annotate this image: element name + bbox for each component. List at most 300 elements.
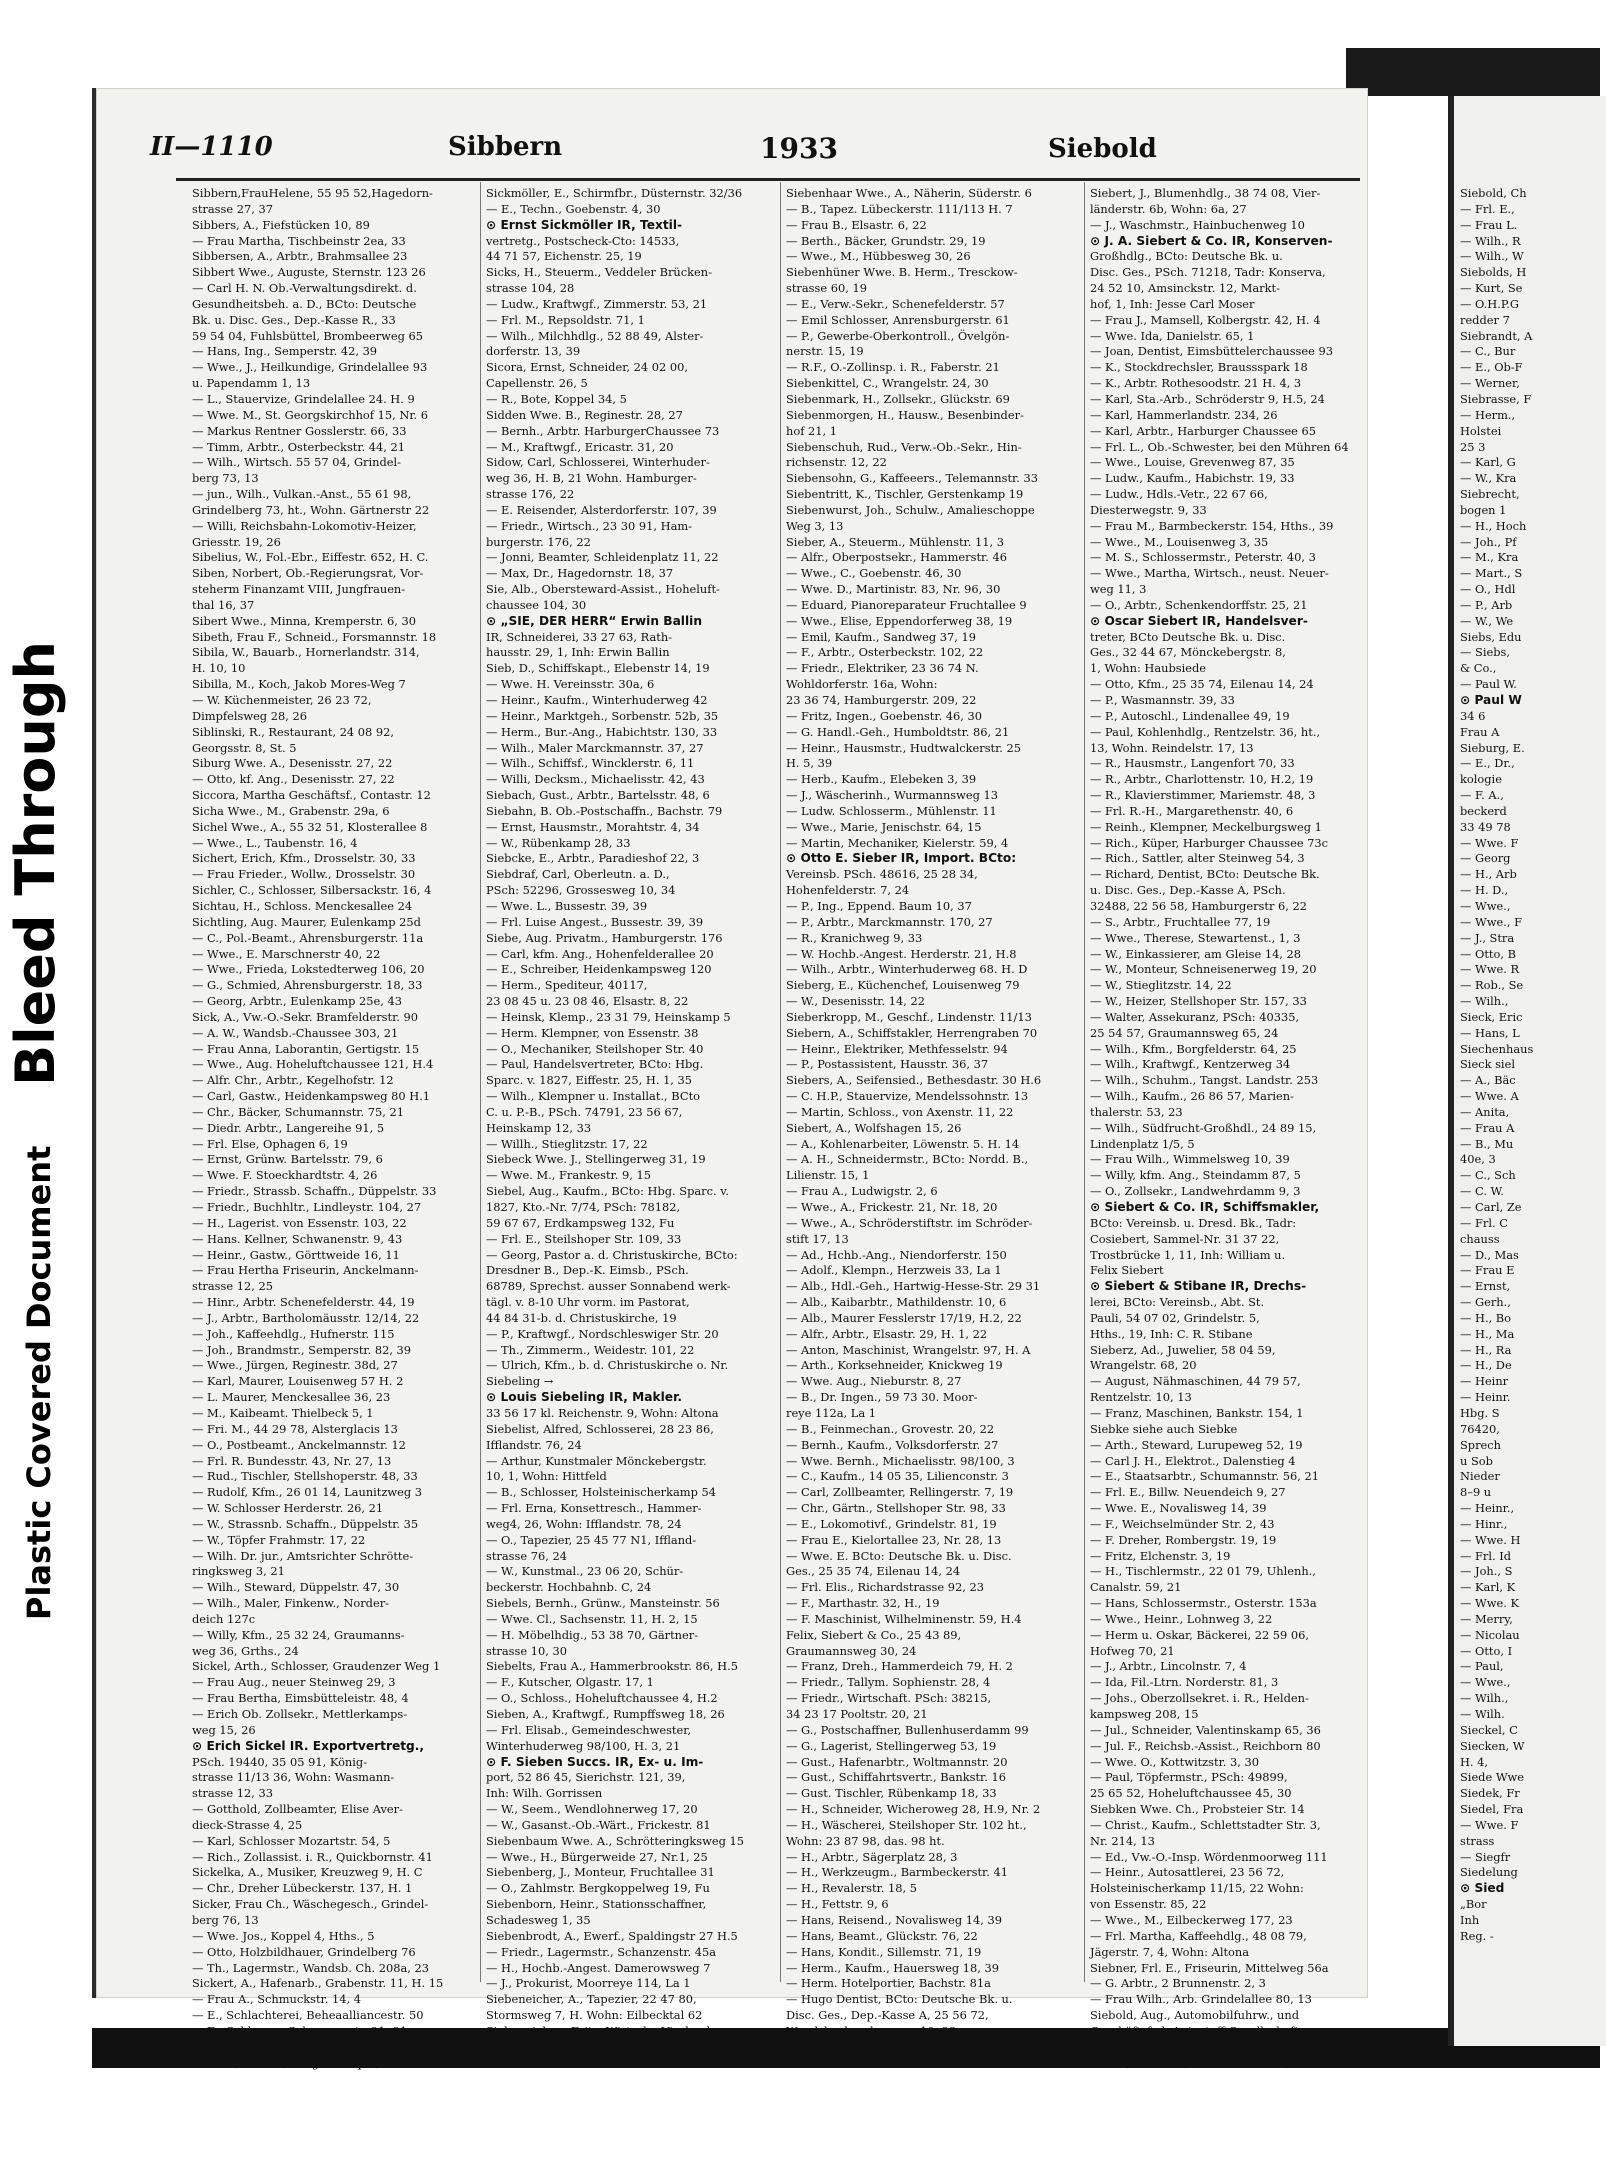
next-page-entry-line: — H., Bo xyxy=(1460,1310,1512,1325)
directory-entry-line: — Wwe. E. BCto: Deutsche Bk. u. Disc. xyxy=(786,1548,1012,1563)
directory-entry-line: Sibilla, M., Koch, Jakob Mores-Weg 7 xyxy=(192,677,406,692)
directory-entry-line: lerei, BCto: Vereinsb., Abt. St. xyxy=(1090,1295,1265,1310)
directory-entry-line: — Friedr., Elektriker, 23 36 74 N. xyxy=(786,661,979,676)
directory-entry-line: — Wwe., Aug. Hoheluftchaussee 121, H.4 xyxy=(192,1057,434,1072)
directory-entry-line: — Alb., Kaibarbtr., Mathildenstr. 10, 6 xyxy=(786,1295,1007,1310)
directory-entry-line: 10, 1, Wohn: Hittfeld xyxy=(486,1469,607,1484)
directory-entry-line: 13, Wohn. Reindelstr. 17, 13 xyxy=(1090,740,1254,755)
directory-entry-line: — Martin, Mechaniker, Kielerstr. 59, 4 xyxy=(786,835,1009,850)
directory-entry-line: — Erich Ob. Zollsekr., Mettlerkamps- xyxy=(192,1707,408,1721)
directory-entry-line: — H., Arbtr., Sägerplatz 28, 3 xyxy=(786,1849,958,1864)
directory-entry-line: Sibeth, Frau F., Schneid., Forsmannstr. 18 xyxy=(192,629,437,644)
directory-entry-line: — H., Lagerist. von Essenstr. 103, 22 xyxy=(192,1215,407,1230)
directory-entry-line: strasse 12, 25 xyxy=(192,1279,273,1294)
directory-entry-line: hof, 1, Inh: Jesse Carl Moser xyxy=(1090,296,1255,311)
directory-entry-line: Siebach, Gust., Arbtr., Bartelsstr. 48, 6 xyxy=(486,788,710,803)
directory-entry-line: — C., Pol.-Beamt., Ahrensburgerstr. 11a xyxy=(192,930,424,945)
directory-entry-line: — Wwe. Ida, Danielstr. 65, 1 xyxy=(1090,328,1255,343)
directory-entry-line: Pauli, 54 07 02, Grindelstr. 5, xyxy=(1090,1310,1260,1325)
next-page-entry-line: — Anita, xyxy=(1460,1104,1510,1119)
directory-entry-line: — Herb., Kaufm., Elebeken 3, 39 xyxy=(786,772,977,787)
directory-entry-line: ⊙ Louis Siebeling IR, Makler. xyxy=(486,1390,682,1405)
directory-entry-line: — Hans, Ing., Semperstr. 42, 39 xyxy=(192,344,378,359)
directory-entry-line: — Bernh., Arbtr. HarburgerChaussee 73 xyxy=(486,423,720,438)
directory-entry-line: — Friedr., Buchhltr., Lindleystr. 104, 27 xyxy=(192,1200,422,1214)
directory-entry-line: — Wilh. Dr. jur., Amtsrichter Schrötte- xyxy=(192,1548,414,1563)
directory-entry-line: Nr. 214, 13 xyxy=(1090,1833,1155,1848)
directory-entry-line: — Carl J. H., Elektrot., Dalenstieg 4 xyxy=(1090,1453,1296,1468)
directory-entry-line: — Ludw., Hdls.-Vetr., 22 67 66, xyxy=(1090,487,1268,502)
directory-entry-line: Siebenborn, Heinr., Stationsschaffner, xyxy=(486,1897,707,1912)
next-page-entry-line: redder 7 xyxy=(1460,312,1510,327)
next-page-entry-line: — H., Ra xyxy=(1460,1342,1512,1357)
directory-entry-line: weg4, 26, Wohn: Ifflandstr. 78, 24 xyxy=(486,1516,682,1531)
directory-entry-line: — Anton, Maschinist, Wrangelstr. 97, H. A xyxy=(786,1342,1031,1357)
directory-entry-line: Sichel Wwe., A., 55 32 51, Klosterallee 8 xyxy=(192,819,428,834)
directory-entry-line: — F., Weichselmünder Str. 2, 43 xyxy=(1090,1516,1275,1531)
directory-entry-line: Sibbers, A., Fiefstücken 10, 89 xyxy=(192,217,370,232)
directory-entry-line: — Wilh., Schiffsf., Wincklerstr. 6, 11 xyxy=(486,756,695,771)
next-page-entry-line: — Ernst, xyxy=(1460,1279,1511,1294)
directory-entry-line: BCto: Vereinsb. u. Dresd. Bk., Tadr: xyxy=(1090,1215,1297,1230)
directory-entry-line: — Wwe. M., Frankestr. 9, 15 xyxy=(486,1168,651,1183)
next-page-entry-line: — E., Dr., xyxy=(1460,756,1515,771)
directory-entry-line: Bk. u. Disc. Ges., Dep.-Kasse R., 33 xyxy=(192,312,396,327)
directory-entry-line: strasse 12, 33 xyxy=(192,1786,273,1801)
next-page-entry-line: — Wwe. F xyxy=(1460,835,1519,850)
directory-entry-line: — A., Kohlenarbeiter, Löwenstr. 5. H. 14 xyxy=(786,1136,1020,1151)
directory-entry-line: — Wilh., Steward, Düppelstr. 47, 30 xyxy=(192,1580,400,1595)
next-page-entry-line: — Wilh. xyxy=(1460,1707,1505,1721)
directory-entry-line: — Georg, Arbtr., Eulenkamp 25e, 43 xyxy=(192,994,403,1009)
directory-entry-line: 44 71 57, Eichenstr. 25, 19 xyxy=(486,249,642,264)
directory-entry-line: — J., Arbtr., Bartholomäusstr. 12/14, 22 xyxy=(192,1310,420,1325)
next-page-entry-line: — D., Mas xyxy=(1460,1247,1519,1262)
directory-entry-line: — Carl, kfm. Ang., Hohenfelderallee 20 xyxy=(486,946,714,961)
directory-entry-line: Siebert, A., Wolfshagen 15, 26 xyxy=(786,1120,962,1135)
directory-entry-line: — F. Maschinist, Wilhelminenstr. 59, H.4 xyxy=(786,1611,1022,1626)
directory-entry-line: — Paul, Handelsvertreter, BCto: Hbg. xyxy=(486,1057,704,1072)
next-page-entry-line: — Wwe. A xyxy=(1460,1089,1519,1104)
directory-entry-line: Winterhuderweg 98/100, H. 3, 21 xyxy=(486,1738,681,1753)
directory-entry-line: 44 84 31-b. d. Christuskirche, 19 xyxy=(486,1310,677,1325)
directory-entry-line: — L. Maurer, Menckesallee 36, 23 xyxy=(192,1390,391,1405)
next-page-entry-line: ⊙ Sied xyxy=(1460,1881,1505,1896)
next-page-entry-line: kologie xyxy=(1460,772,1502,787)
directory-entry-line: — Wwe. F. Stoeckhardtstr. 4, 26 xyxy=(192,1168,378,1183)
directory-entry-line: — Fritz, Friseur, Langenkamp 1, 39 xyxy=(192,2055,398,2070)
directory-entry-line: — Johs., Oberzollsekret. i. R., Helden- xyxy=(1090,1691,1309,1706)
directory-entry-line: 59 54 04, Fuhlsbüttel, Brombeerweg 65 xyxy=(192,328,424,343)
directory-entry-line: — W., Stieglitzstr. 14, 22 xyxy=(1090,978,1232,993)
directory-entry-line: — Frl. Martha, Kaffeehdlg., 48 08 79, xyxy=(1090,1928,1307,1943)
directory-entry-line: — Wilh., Südfrucht-Großhdl., 24 89 15, xyxy=(1090,1120,1317,1135)
directory-entry-line: Siebenbaum Wwe. A., Schrötteringksweg 15 xyxy=(486,1833,745,1848)
directory-entry-line: strasse 10, 30 xyxy=(486,1643,567,1658)
directory-entry-line: Graumannsweg 30, 24 xyxy=(786,1643,917,1658)
next-page-entry-line: — Kurt, Se xyxy=(1460,281,1523,296)
directory-entry-line: — Wwe., J., Heilkundige, Grindelallee 93 xyxy=(192,360,428,375)
directory-entry-line: — S., Arbtr., Fruchtallee 77, 19 xyxy=(1090,914,1271,929)
directory-entry-line: Sickel, Arth., Schlosser, Graudenzer Weg 1 xyxy=(192,1659,441,1674)
directory-entry-line: Siebenkittel, C., Wrangelstr. 24, 30 xyxy=(786,376,989,391)
directory-entry-line: Canalstr. 59, 21 xyxy=(1090,1580,1182,1595)
next-page-entry-line: Siedelung xyxy=(1460,1865,1518,1880)
directory-entry-line: — Wwe., A., Frickestr. 21, Nr. 18, 20 xyxy=(786,1200,998,1214)
directory-entry-line: — Georg, Pastor a. d. Christuskirche, BCto: xyxy=(486,1247,738,1262)
directory-entry-line: — P., Wasmannstr. 39, 33 xyxy=(1090,693,1235,707)
next-page-entry-line: — Wwe. F xyxy=(1460,1817,1519,1832)
next-page-entry-line: — F. A., xyxy=(1460,788,1504,803)
directory-entry-line: Siebeneichen, Fritz, Wirtsch., Vierlander- xyxy=(486,2023,727,2038)
directory-entry-line: Diesterwegstr. 9, 33 xyxy=(1090,502,1207,517)
directory-entry-line: — W., Gasanst.-Ob.-Wärt., Frickestr. 81 xyxy=(486,1817,711,1832)
next-page-entry-line: Frau A xyxy=(1460,724,1500,739)
directory-entry-line: Vereinsb. PSch. 48616, 25 28 34, xyxy=(786,867,978,882)
directory-entry-line: — Ernst, Hausmstr., Morahtstr. 4, 34 xyxy=(486,819,700,834)
directory-entry-line: — Berth., Bäcker, Grundstr. 29, 19 xyxy=(786,233,986,248)
directory-entry-line: — W., Rübenkamp 28, 33 xyxy=(486,835,631,850)
directory-entry-line: — Frau Aug., neuer Steinweg 29, 3 xyxy=(192,1675,396,1690)
directory-entry-line: — H. Möbelhdig., 53 38 70, Gärtner- xyxy=(486,1627,699,1642)
directory-entry-line: — Karl, Hammerlandstr. 234, 26 xyxy=(1090,407,1278,422)
next-page-entry-line: — Frl. E., xyxy=(1460,201,1515,216)
directory-entry-line: PSch: 52296, Grossesweg 10, 34 xyxy=(486,883,676,898)
directory-entry-line: IR, Schneiderei, 33 27 63, Rath- xyxy=(486,629,673,644)
next-page-entry-line: — Wwe. H xyxy=(1460,1532,1521,1547)
directory-entry-line: — Wwe. Cl., Sachsenstr. 11, H. 2, 15 xyxy=(486,1611,698,1626)
directory-entry-line: vertretg., Postscheck-Cto: 14533, xyxy=(486,233,680,248)
directory-entry-line: Sieb, D., Schiffskapt., Elebenstr 14, 19 xyxy=(486,661,710,676)
directory-entry-line: — L., Stauervize, Grindelallee 24. H. 9 xyxy=(192,391,415,406)
directory-entry-line: Sichtling, Aug. Maurer, Eulenkamp 25d xyxy=(192,914,421,929)
directory-entry-line: — J., Prokurist, Moorreye 114, La 1 xyxy=(486,1976,691,1991)
directory-entry-line: — Frau A., Schmuckstr. 14, 4 xyxy=(192,1992,361,2007)
directory-entry-line: — Emil Schlosser, Anrensburgerstr. 61 xyxy=(786,312,1010,327)
directory-entry-line: — Frl. E., Steilshoper Str. 109, 33 xyxy=(486,1231,682,1246)
directory-entry-line: — P., Ing., Eppend. Baum 10, 37 xyxy=(786,898,972,913)
directory-entry-line: Georgsstr. 8, St. 5 xyxy=(192,740,297,755)
directory-entry-line: — W., Desenisstr. 14, 22 xyxy=(786,994,925,1009)
next-page-entry-line: — Wwe., F xyxy=(1460,914,1522,929)
directory-entry-line: — R., Bote, Koppel 34, 5 xyxy=(486,391,627,406)
directory-entry-line: — Karl, Arbtr., Harburger Chaussee 65 xyxy=(1090,423,1317,438)
next-page-entry-line: — Wilh., W xyxy=(1460,249,1524,264)
directory-entry-line: Siebelist, Alfred, Schlosserei, 28 23 86, xyxy=(486,1421,714,1436)
directory-entry-line: strasse 104, 28 xyxy=(486,281,575,296)
directory-entry-line: 23 08 45 u. 23 08 46, Elsastr. 8, 22 xyxy=(486,994,689,1009)
next-page-entry-line: — C. W. xyxy=(1460,1184,1504,1199)
directory-entry-line: 32488, 22 56 58, Hamburgerstr 6, 22 xyxy=(1090,898,1307,913)
next-page-entry-line: 33 49 78 xyxy=(1460,819,1511,834)
directory-entry-line: 1, Wohn: Haubsiede xyxy=(1090,661,1207,676)
directory-entry-line: Siebcke, E., Arbtr., Paradieshof 22, 3 xyxy=(486,851,700,866)
directory-entry-line: — Frau M., Barmbeckerstr. 154, Hths., 39 xyxy=(1090,518,1334,533)
next-page-entry-line: — Mart., S xyxy=(1460,566,1523,581)
directory-entry-line: — Joan, Dentist, Eimsbüttelerchaussee 93 xyxy=(1090,344,1333,359)
next-page-entry-line: — Karl, K xyxy=(1460,1580,1516,1595)
directory-entry-line: — O., Mechaniker, Steilshoper Str. 40 xyxy=(486,1041,704,1056)
directory-entry-line: Gesundheitsbeh. a. D., BCto: Deutsche xyxy=(192,296,417,311)
directory-entry-line: — Wwe. H. Vereinsstr. 30a, 6 xyxy=(486,677,655,692)
directory-entry-line: — Paul, Kohlenhdlg., Rentzelstr. 36, ht., xyxy=(1090,724,1321,739)
page-number: II—1110 xyxy=(150,132,273,162)
directory-entry-line: — Frau Wilh., Arb. Grindelallee 80, 13 xyxy=(1090,1992,1312,2007)
directory-entry-line: — B., Schlosser, Holsteinischerkamp 54 xyxy=(486,1485,716,1500)
directory-entry-line: — Th., Lagermstr., Wandsb. Ch. 208a, 23 xyxy=(192,1960,429,1975)
next-page-entry-line: Siebolds, H xyxy=(1460,265,1527,280)
directory-entry-line: — P., Kraftwgf., Nordschleswiger Str. 20 xyxy=(486,1326,719,1341)
directory-entry-line: Sickert, A., Hafenarb., Grabenstr. 11, H. 15 xyxy=(192,1976,444,1991)
directory-entry-line: richsenstr. 12, 22 xyxy=(786,455,887,470)
directory-column-4 xyxy=(1090,186,1374,2070)
next-page-entry-line: — P., Arb xyxy=(1460,597,1513,612)
directory-entry-line: — Hans, Schlossermstr., Osterstr. 153a xyxy=(1090,1596,1317,1611)
directory-column-3 xyxy=(786,186,1070,2038)
directory-entry-line: — Frau Anna, Laborantin, Gertigstr. 15 xyxy=(192,1041,420,1056)
directory-entry-line: — Wwe., Elise, Eppendorferweg 38, 19 xyxy=(786,613,1013,628)
directory-entry-line: — B., Tapez. Lübeckerstr. 111/113 H. 7 xyxy=(786,201,1013,216)
directory-entry-line: Cosiebert, Sammel-Nr. 31 37 22, xyxy=(1090,1231,1280,1246)
directory-entry-line: weg 15, 26 xyxy=(192,1722,256,1737)
directory-entry-line: Sibila, W., Bauarb., Hornerlandstr. 314, xyxy=(192,645,420,660)
directory-entry-line: — Heinr., Hausmstr., Hudtwalckerstr. 25 xyxy=(786,740,1022,755)
directory-entry-line: — E., Verw.-Sekr., Schenefelderstr. 57 xyxy=(786,296,1005,311)
directory-entry-line: — W., Strassnb. Schaffn., Düppelstr. 35 xyxy=(192,1516,419,1531)
next-page-entry-line: Siecken, W xyxy=(1460,1738,1525,1753)
scan-dark-tab xyxy=(1346,48,1600,96)
next-page-entry-line: Sprech xyxy=(1460,1437,1501,1452)
directory-entry-line: — Hinr., Arbtr. Schenefelderstr. 44, 19 xyxy=(192,1295,415,1310)
directory-entry-line: — Fri. M., 44 29 78, Alsterglacis 13 xyxy=(192,1421,398,1436)
directory-entry-line: Siebeneicher, A., Tapezier, 22 47 80, xyxy=(486,1992,697,2007)
directory-entry-line: u. Papendamm 1, 13 xyxy=(192,376,311,391)
directory-entry-line: — Herm. Klempner, von Essenstr. 38 xyxy=(486,1025,699,1040)
directory-entry-line: — Wilh., Wirtsch. 55 57 04, Grindel- xyxy=(192,455,401,470)
directory-entry-line: stift 17, 13 xyxy=(786,1231,849,1246)
next-page-entry-line: — Frau L. xyxy=(1460,217,1518,232)
directory-entry-line: Siebner, Frl. E., Friseurin, Mittelweg 56a xyxy=(1090,1960,1329,1975)
directory-entry-line: — Heinr., Autosattlerei, 23 56 72, xyxy=(1090,1865,1285,1880)
directory-entry-line: 25 54 57, Graumannsweg 65, 24 xyxy=(1090,1025,1279,1040)
directory-entry-line: — Willi, Decksm., Michaelisstr. 42, 43 xyxy=(486,772,705,787)
directory-entry-line: Wohldorferstr. 16a, Wohn: xyxy=(786,677,938,692)
directory-entry-line: — Bernh., Kaufm., Volksdorferstr. 27 xyxy=(786,1437,999,1452)
next-page-entry-line: 40e, 3 xyxy=(1460,1152,1496,1167)
directory-entry-line: Ifflandstr. 76, 24 xyxy=(486,1437,582,1452)
directory-entry-line: strasse 176, 22 xyxy=(486,487,575,502)
directory-entry-line: — Timm, Arbtr., Osterbeckstr. 44, 21 xyxy=(192,439,406,454)
next-page-entry-line: — Karl, G xyxy=(1460,455,1516,470)
directory-entry-line: dorferstr. 13, 39 xyxy=(486,344,581,359)
directory-entry-line: — Joh., Brandmstr., Semperstr. 82, 39 xyxy=(192,1342,412,1357)
column-divider xyxy=(1084,182,1085,1982)
directory-entry-line: — Hans, Kondit., Sillemstr. 71, 19 xyxy=(786,1944,982,1959)
directory-entry-line: — K., Arbtr. Rothesoodstr. 21 H. 4, 3 xyxy=(1090,376,1302,391)
directory-entry-line: — O., Schloss., Hoheluftchaussee 4, H.2 xyxy=(486,1691,718,1706)
directory-entry-line: strasse 239, 27 xyxy=(486,2039,575,2054)
directory-entry-line: — Wwe., E. Marschnerstr 40, 22 xyxy=(192,946,381,961)
directory-entry-line: — R., Hausmstr., Langenfort 70, 33 xyxy=(1090,756,1295,771)
directory-entry-line: — jun., Wilh., Vulkan.-Anst., 55 61 98, xyxy=(192,487,412,502)
next-page-entry-line: u Sob xyxy=(1460,1453,1493,1468)
directory-entry-line: Ges., 32 44 67, Mönckebergstr. 8, xyxy=(1090,645,1286,660)
directory-entry-line: weg 36, Grths., 24 xyxy=(192,1643,299,1658)
directory-entry-line: thalerstr. 53, 23 xyxy=(1090,1104,1183,1119)
next-page-entry-line: Sieburg, E. xyxy=(1460,740,1525,755)
directory-entry-line: 24 52 10, Amsinckstr. 12, Markt- xyxy=(1090,281,1280,296)
directory-entry-line: Sickelka, A., Musiker, Kreuzweg 9, H. C xyxy=(192,1865,423,1880)
directory-entry-line: Sicha Wwe., M., Grabenstr. 29a, 6 xyxy=(192,803,390,818)
directory-entry-line: PSch. 19440, 35 05 91, König- xyxy=(192,1754,368,1769)
directory-entry-line: ⊙ F. Sieben Succs. IR, Ex- u. Im- xyxy=(486,1754,704,1769)
directory-entry-line: — Fritz, Ingen., Goebenstr. 46, 30 xyxy=(786,708,983,723)
directory-entry-line: Siebeling → xyxy=(486,1374,554,1389)
directory-entry-line: — Wwe., M., Eilbeckerweg 177, 23 xyxy=(1090,1912,1293,1927)
directory-entry-line: Sieberkropp, M., Geschf., Lindenstr. 11/13 xyxy=(786,1009,1032,1024)
directory-entry-line: Sicks, H., Steuerm., Veddeler Brücken- xyxy=(486,265,712,280)
column-divider xyxy=(780,182,781,1982)
directory-entry-line: Weg 3, 13 xyxy=(786,518,844,533)
directory-entry-line: von Essenstr. 85, 22 xyxy=(1090,1897,1207,1912)
directory-entry-line: — Wwe., A., Schröderstiftstr. im Schröder- xyxy=(786,1215,1033,1230)
directory-entry-line: — Wilh., Kraftwgf., Kentzerweg 34 xyxy=(1090,1057,1291,1072)
next-page-entry-line: — Rob., Se xyxy=(1460,978,1524,993)
directory-entry-line: — G., Postschaffner, Bullenhuserdamm 99 xyxy=(786,1722,1029,1737)
directory-entry-line: Siebdraf, Carl, Oberleutn. a. D., xyxy=(486,867,670,882)
directory-entry-line: — P., Gewerbe-Oberkontroll., Övelgön- xyxy=(786,328,1010,343)
directory-entry-line: — Wwe., M., Hübbesweg 30, 26 xyxy=(786,249,971,264)
directory-entry-line: — Wwe., L., Taubenstr. 16, 4 xyxy=(192,835,358,850)
directory-entry-line: Sicker, Frau Ch., Wäschegesch., Grindel- xyxy=(192,1897,429,1912)
next-page-entry-line: Nieder xyxy=(1460,1469,1500,1484)
directory-entry-line: — E., Lokomotivf., Grindelstr. 81, 19 xyxy=(786,1516,997,1531)
directory-entry-line: Siburg Wwe. A., Desenisstr. 27, 22 xyxy=(192,756,393,771)
directory-entry-line: Sibelius, W., Fol.-Ebr., Eiffestr. 652, H. C. xyxy=(192,550,429,565)
directory-entry-line: — Arthur, Kunstmaler Mönckebergstr. xyxy=(486,1453,707,1468)
next-page-entry-line: 76420, xyxy=(1460,1421,1500,1436)
next-page-entry-line: — W., Kra xyxy=(1460,471,1517,486)
directory-entry-line: — J., Wäscherinh., Wurmannsweg 13 xyxy=(786,788,999,803)
directory-entry-line: berg 76, 13 xyxy=(192,1912,259,1927)
directory-entry-line: Siebenberg, J., Monteur, Fruchtallee 31 xyxy=(486,1865,715,1880)
directory-entry-line: Siebold, Aug., Automobilfuhrw., und xyxy=(1090,2008,1300,2023)
directory-entry-line: — J., Arbtr., Lincolnstr. 7, 4 xyxy=(1090,1659,1247,1674)
directory-entry-line: weg 11, 3 xyxy=(1090,582,1147,597)
next-page-entry-line: — Frl. C xyxy=(1460,1215,1508,1230)
directory-entry-line: — Carl, Zollbeamter, Rellingerstr. 7, 19 xyxy=(786,1485,1014,1500)
directory-entry-line: — G. Handl.-Geh., Humboldtstr. 86, 21 xyxy=(786,724,1010,739)
next-page-entry-line: — H., Arb xyxy=(1460,867,1517,882)
next-page-entry-line: Siebrecht, xyxy=(1460,487,1520,502)
directory-entry-line: — F., Arbtr., Osterbeckstr. 102, 22 xyxy=(786,645,984,660)
plastic-covered-label: Plastic Covered Document xyxy=(20,1145,58,1620)
next-page-entry-line: — H. D., xyxy=(1460,883,1509,898)
directory-entry-line: — Martin, Schloss., von Axenstr. 11, 22 xyxy=(786,1104,1014,1119)
directory-entry-line: — Gust., Schiffahrtsvertr., Bankstr. 16 xyxy=(786,1770,1006,1785)
next-page-entry-line: — Wilh., xyxy=(1460,994,1509,1009)
directory-entry-line: — Eduard, Pianoreparateur Fruchtallee 9 xyxy=(786,597,1027,612)
directory-entry-line: — O., Tapezier, 25 45 77 N1, Iffland- xyxy=(486,1532,697,1547)
directory-entry-line: — Friedr., Lagermstr., Schanzenstr. 45a xyxy=(486,1944,717,1959)
directory-entry-line: — Wilh., Arbtr., Winterhuderweg 68. H. D xyxy=(786,962,1028,977)
directory-entry-line: — O., Zollsekr., Landwehrdamm 9, 3 xyxy=(1090,1184,1301,1199)
next-page-entry-line: Hbg. S xyxy=(1460,1405,1500,1420)
next-page-entry-line: Siebold, Ch xyxy=(1460,186,1527,200)
next-page-entry-line: — C., Sch xyxy=(1460,1168,1516,1183)
next-page-entry-line: bogen 1 xyxy=(1460,502,1507,517)
directory-entry-line: thal 16, 37 xyxy=(192,597,255,612)
directory-entry-line: — Frl. L., Ob.-Schwester, bei den Mühren 64 xyxy=(1090,439,1349,454)
directory-entry-line: Sidden Wwe. B., Reginestr. 28, 27 xyxy=(486,407,683,422)
next-page-entry-line: 25 3 xyxy=(1460,439,1486,454)
directory-entry-line: — Frau Hertha Friseurin, Anckelmann- xyxy=(192,1263,419,1278)
directory-entry-line: — F. Dreher, Rombergstr. 19, 19 xyxy=(1090,1532,1277,1547)
directory-entry-line: — Chr., Dreher Lübeckerstr. 137, H. 1 xyxy=(192,1881,413,1896)
directory-entry-line: Siebels, Bernh., Grünw., Mansteinstr. 56 xyxy=(486,1596,720,1611)
directory-entry-line: — C. H.P., Stauervize, Mendelssohnstr. 13 xyxy=(786,1089,1029,1104)
directory-entry-line: — Wilh., Maler Marckmannstr. 37, 27 xyxy=(486,740,704,755)
page-header xyxy=(150,128,1350,178)
directory-entry-line: 25 65 52, Hoheluftchaussee 45, 30 xyxy=(1090,1786,1292,1801)
directory-entry-line: — O., Postbeamt., Anckelmannstr. 12 xyxy=(192,1437,406,1452)
next-page-entry-line: Siechenhaus xyxy=(1460,1041,1534,1056)
directory-entry-line: — Arth., Steward, Lurupeweg 52, 19 xyxy=(1090,1437,1303,1452)
directory-entry-line: — Heinr., Marktgeh., Sorbenstr. 52b, 35 xyxy=(486,708,719,723)
directory-entry-line: strasse 60, 19 xyxy=(786,281,867,296)
directory-entry-line: Heinskamp 12, 33 xyxy=(486,1120,592,1135)
directory-entry-line: — H., Revalerstr. 18, 5 xyxy=(786,1881,918,1896)
directory-entry-line: Siebert, J., Blumenhdlg., 38 74 08, Vier- xyxy=(1090,186,1321,200)
directory-entry-line: — Frl. M., Repsoldstr. 71, 1 xyxy=(486,312,645,327)
directory-entry-line: — Adolf., Klempn., Herzweis 33, La 1 xyxy=(786,1263,1002,1278)
next-page-entry-line: — Hinr., xyxy=(1460,1516,1508,1531)
directory-entry-line: — Heinsk, Klemp., 23 31 79, Heinskamp 5 xyxy=(486,1009,731,1024)
directory-entry-line: — Herm. Hotelportier, Bachstr. 81a xyxy=(786,1976,991,1991)
directory-entry-line: — Wwe., H., Bürgerweide 27, Nr.1, 25 xyxy=(486,1849,708,1864)
next-page-entry-line: 34 6 xyxy=(1460,708,1486,723)
directory-entry-line: — Wwe., M., Louisenweg 3, 35 xyxy=(1090,534,1269,549)
next-page-entry-line: — Werner, xyxy=(1460,376,1520,391)
directory-entry-line: chaussee 104, 30 xyxy=(486,597,587,612)
directory-entry-line: — Frau J., Mamsell, Kolbergstr. 42, H. 4 xyxy=(1090,312,1321,327)
directory-entry-line: — Herm., Kaufm., Hauersweg 18, 39 xyxy=(786,1960,1000,1975)
next-page-entry-line: — H., De xyxy=(1460,1358,1512,1373)
next-page-entry-line: — H., Ma xyxy=(1460,1326,1515,1341)
directory-entry-line: — H., Tischlermstr., 22 01 79, Uhlenh., xyxy=(1090,1564,1316,1579)
directory-entry-line: — M. S., Schlossermstr., Peterstr. 40, 3 xyxy=(1090,550,1316,565)
directory-entry-line: — Ulrich, Kfm., b. d. Christuskirche o. Nr. xyxy=(486,1358,729,1373)
directory-entry-line: Siebe, Aug. Privatm., Hamburgerstr. 176 xyxy=(486,930,723,945)
directory-entry-line: länderstr. 6b, Wohn: 6a, 27 xyxy=(1090,201,1247,216)
directory-entry-line: strasse 27, 37 xyxy=(192,201,273,216)
directory-entry-line: — Otto, Kfm., 25 35 74, Eilenau 14, 24 xyxy=(1090,677,1314,692)
directory-entry-line: — Gust., Hafenarbtr., Woltmannstr. 20 xyxy=(786,1754,1008,1769)
next-page-entry-line: — Frl. Id xyxy=(1460,1548,1512,1563)
directory-entry-line: Wohn: 23 87 98, das. 98 ht. xyxy=(786,1833,945,1848)
directory-entry-line: — Ed., Vw.-O.-Insp. Wördenmoorweg 111 xyxy=(1090,1849,1328,1864)
directory-entry-line: — Richard, Dentist, BCto: Deutsche Bk. xyxy=(1090,867,1320,882)
next-page-entry-line: Sieck siel xyxy=(1460,1057,1515,1072)
directory-entry-line: ⊙ Oscar Siebert IR, Handelsver- xyxy=(1090,613,1308,628)
directory-entry-line: — Gotthold, Zollbeamter, Elise Aver- xyxy=(192,1802,403,1817)
directory-entry-line: — Chr., Gärtn., Stellshoper Str. 98, 33 xyxy=(786,1501,1006,1516)
next-page-entry-line: — W., We xyxy=(1460,613,1514,628)
directory-entry-line: Felix Siebert xyxy=(1090,1263,1164,1278)
directory-entry-line: — O., Zahlmstr. Bergkoppelweg 19, Fu xyxy=(486,1881,710,1896)
directory-entry-line: — Friedr., Wirtschaft. PSch: 38215, xyxy=(786,1691,992,1706)
directory-entry-line: — W., Töpfer Frahmstr. 17, 22 xyxy=(192,1532,366,1547)
